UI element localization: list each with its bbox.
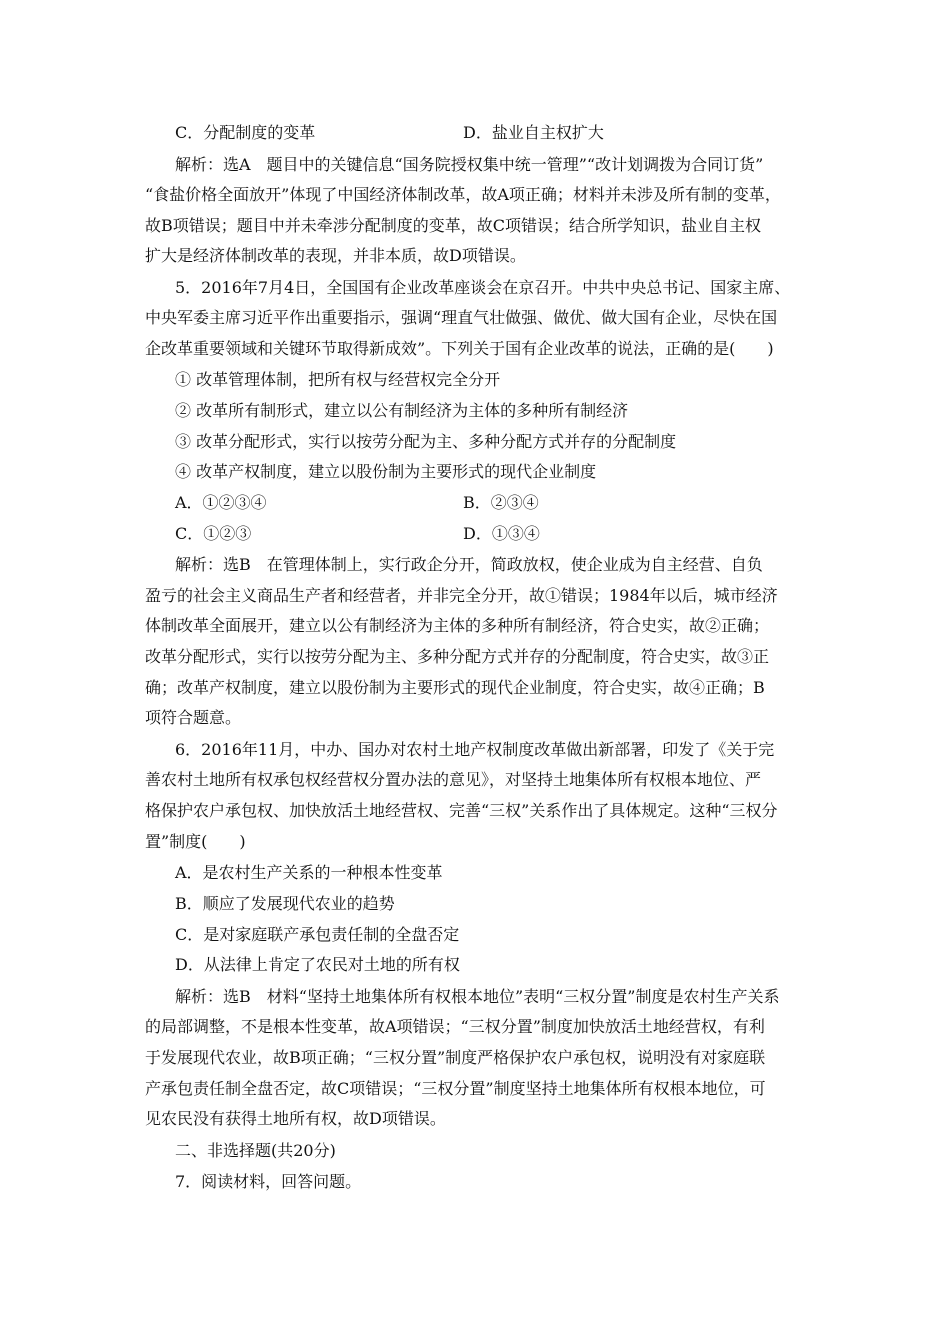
q5-analysis-line: 体制改革全面展开，建立以公有制经济为主体的多种所有制经济，符合史实，故②正确； [145, 616, 770, 635]
q4-analysis-line: “食盐价格全面放开”体现了中国经济体制改革，故A项正确；材料并未涉及所有制的变革， [145, 185, 781, 204]
q5-item: ② 改革所有制形式，建立以公有制经济为主体的多种所有制经济 [175, 401, 629, 420]
q5-option-c: C．①②③ [175, 524, 252, 543]
section-title: 二、非选择题(共20分) [175, 1141, 336, 1160]
q7-stem: 7．阅读材料，回答问题。 [175, 1172, 362, 1191]
q6-stem-line: 置”制度( ) [145, 832, 246, 851]
q5-item: ④ 改革产权制度，建立以股份制为主要形式的现代企业制度 [175, 462, 597, 481]
q6-analysis-line: 见农民没有获得土地所有权，故D项错误。 [145, 1109, 446, 1128]
q5-analysis-line: 改革分配形式，实行以按劳分配为主、多种分配方式并存的分配制度，符合史实，故③正 [145, 647, 770, 666]
q5-stem-line: 5．2016年7月4日，全国国有企业改革座谈会在京召开。中共中央总书记、国家主席、 [175, 278, 791, 297]
q5-options-row [175, 493, 845, 513]
q5-stem-line: 中央军委主席习近平作出重要指示，强调“理直气壮做强、做优、做大国有企业，尽快在国 [145, 308, 778, 327]
q4-analysis-line: 故B项错误；题目中并未牵涉分配制度的变革，故C项错误；结合所学知识，盐业自主权 [145, 216, 762, 235]
q5-analysis-line: 解析：选B 在管理体制上，实行政企分开，简政放权，使企业成为自主经营、自负 [175, 555, 763, 574]
q4-analysis-line: 扩大是经济体制改革的表现，并非本质，故D项错误。 [145, 246, 526, 265]
q5-stem-line: 企改革重要领域和关键环节取得新成效”。下列关于国有企业改革的说法，正确的是( ) [145, 339, 774, 358]
q6-option: A．是农村生产关系的一种根本性变革 [175, 863, 443, 882]
q6-analysis-line: 于发展现代农业，故B项正确；“三权分置”制度严格保护农户承包权，说明没有对家庭联 [145, 1048, 766, 1067]
q6-stem-line: 6．2016年11月，中办、国办对农村土地产权制度改革做出新部署，印发了《关于完 [175, 740, 775, 759]
q5-item: ③ 改革分配形式，实行以按劳分配为主、多种分配方式并存的分配制度 [175, 432, 677, 451]
q6-stem-line: 格保护农户承包权、加快放活土地经营权、完善“三权”关系作出了具体规定。这种“三权分 [145, 801, 778, 820]
q5-analysis-line: 确；改革产权制度，建立以股份制为主要形式的现代企业制度，符合史实，故④正确；B [145, 678, 765, 697]
q4-analysis-line: 解析：选A 题目中的关键信息“国务院授权集中统一管理”“改计划调拨为合同订货” [175, 155, 764, 174]
q6-analysis-line: 的局部调整，不是根本性变革，故A项错误；“三权分置”制度加快放活土地经营权，有利 [145, 1017, 765, 1036]
q6-option: C．是对家庭联产承包责任制的全盘否定 [175, 925, 460, 944]
q5-analysis-line: 盈亏的社会主义商品生产者和经营者，并非完全分开，故①错误；1984年以后，城市经济 [145, 586, 778, 605]
q6-analysis-line: 产承包责任制全盘否定，故C项错误；“三权分置”制度坚持土地集体所有权根本地位，可 [145, 1079, 766, 1098]
q5-option-b: B．②③④ [463, 493, 539, 512]
q4-option-d: D．盐业自主权扩大 [463, 123, 604, 142]
q5-option-d: D．①③④ [463, 524, 540, 543]
q5-item: ① 改革管理体制，把所有权与经营权完全分开 [175, 370, 501, 389]
q6-option: B．顺应了发展现代农业的趋势 [175, 894, 395, 913]
q5-option-a: A．①②③④ [175, 493, 267, 512]
q6-option: D．从法律上肯定了农民对土地的所有权 [175, 955, 460, 974]
q4-options-row [175, 123, 845, 143]
q6-analysis-line: 解析：选B 材料“坚持土地集体所有权根本地位”表明“三权分置”制度是农村生产关系 [175, 987, 780, 1006]
q6-stem-line: 善农村土地所有权承包权经营权分置办法的意见》，对坚持土地集体所有权根本地位、严 [145, 770, 762, 789]
q5-options-row [175, 524, 845, 544]
q4-option-c: C．分配制度的变革 [175, 123, 316, 142]
q5-analysis-line: 项符合题意。 [145, 708, 242, 727]
